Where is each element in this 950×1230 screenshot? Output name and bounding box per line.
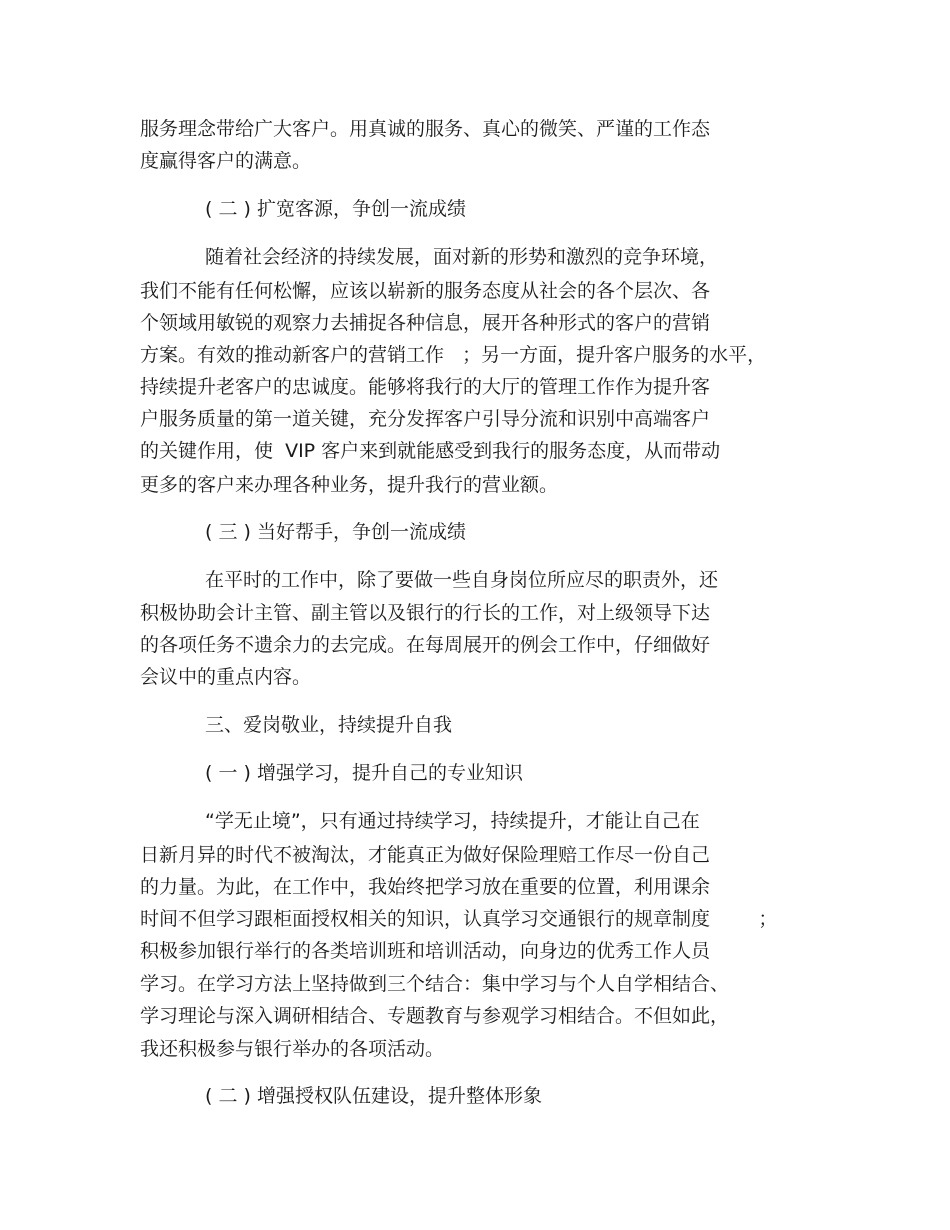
text-line: 度赢得客户的满意。	[140, 150, 312, 172]
text-line: 学习理论与深入调研相结合、专题教育与参观学习相结合。不但如此，	[140, 1005, 730, 1027]
text-line: 会议中的重点内容。	[140, 666, 312, 688]
text-line: 更多的客户来办理各种业务，提升我行的营业额。	[140, 474, 559, 496]
section-heading: ( 二 ) 扩宽客源，争创一流成绩	[205, 198, 466, 220]
section-heading: ( 三 ) 当好帮手，争创一流成绩	[205, 521, 466, 543]
chapter-heading: 三、爱岗敬业，持续提升自我	[205, 714, 453, 736]
text-line: 日新月异的时代不被淘汰，才能真正为做好保险理赔工作尽一份自己	[140, 844, 711, 866]
section-heading: ( 一 ) 增强学习，提升自己的专业知识	[205, 762, 523, 784]
text-line: “学无止境”，只有通过持续学习，持续提升，才能让自己在	[205, 810, 700, 832]
text-line: 持续提升老客户的忠诚度。能够将我行的大厅的管理工作作为提升客	[140, 376, 711, 398]
text-line: 学习。在学习方法上坚持做到三个结合：集中学习与个人自学相结合、	[140, 973, 730, 995]
text-line: 户服务质量的第一道关键，充分发挥客户引导分流和识别中高端客户	[140, 408, 711, 430]
text-line: 的各项任务不遗余力的去完成。在每周展开的例会工作中，仔细做好	[140, 634, 711, 656]
text-line: 服务理念带给广大客户。用真诚的服务、真心的微笑、严谨的工作态	[140, 118, 711, 140]
text-line: 时间不但学习跟柜面授权相关的知识，认真学习交通银行的规章制度 ；	[140, 908, 778, 930]
text-line: 的关键作用，使 VIP 客户来到就能感受到我行的服务态度，从而带动	[140, 440, 721, 462]
section-heading: ( 二 ) 增强授权队伍建设，提升整体形象	[205, 1085, 542, 1107]
text-line: 方案。有效的推动新客户的营销工作 ；另一方面，提升客户服务的水平，	[140, 344, 767, 366]
text-line: 积极参加银行举行的各类培训班和培训活动，向身边的优秀工作人员	[140, 940, 711, 962]
text-line: 随着社会经济的持续发展，面对新的形势和激烈的竞争环境，	[205, 246, 719, 268]
text-line: 在平时的工作中，除了要做一些自身岗位所应尽的职责外，还	[205, 569, 719, 591]
text-line: 我们不能有任何松懈，应该以崭新的服务态度从社会的各个层次、各	[140, 280, 711, 302]
text-line: 我还积极参与银行举办的各项活动。	[140, 1038, 445, 1060]
text-line: 积极协助会计主管、副主管以及银行的行长的工作，对上级领导下达	[140, 602, 711, 624]
text-line: 的力量。为此，在工作中，我始终把学习放在重要的位置，利用课余	[140, 876, 711, 898]
text-line: 个领域用敏锐的观察力去捕捉各种信息，展开各种形式的客户的营销	[140, 312, 711, 334]
